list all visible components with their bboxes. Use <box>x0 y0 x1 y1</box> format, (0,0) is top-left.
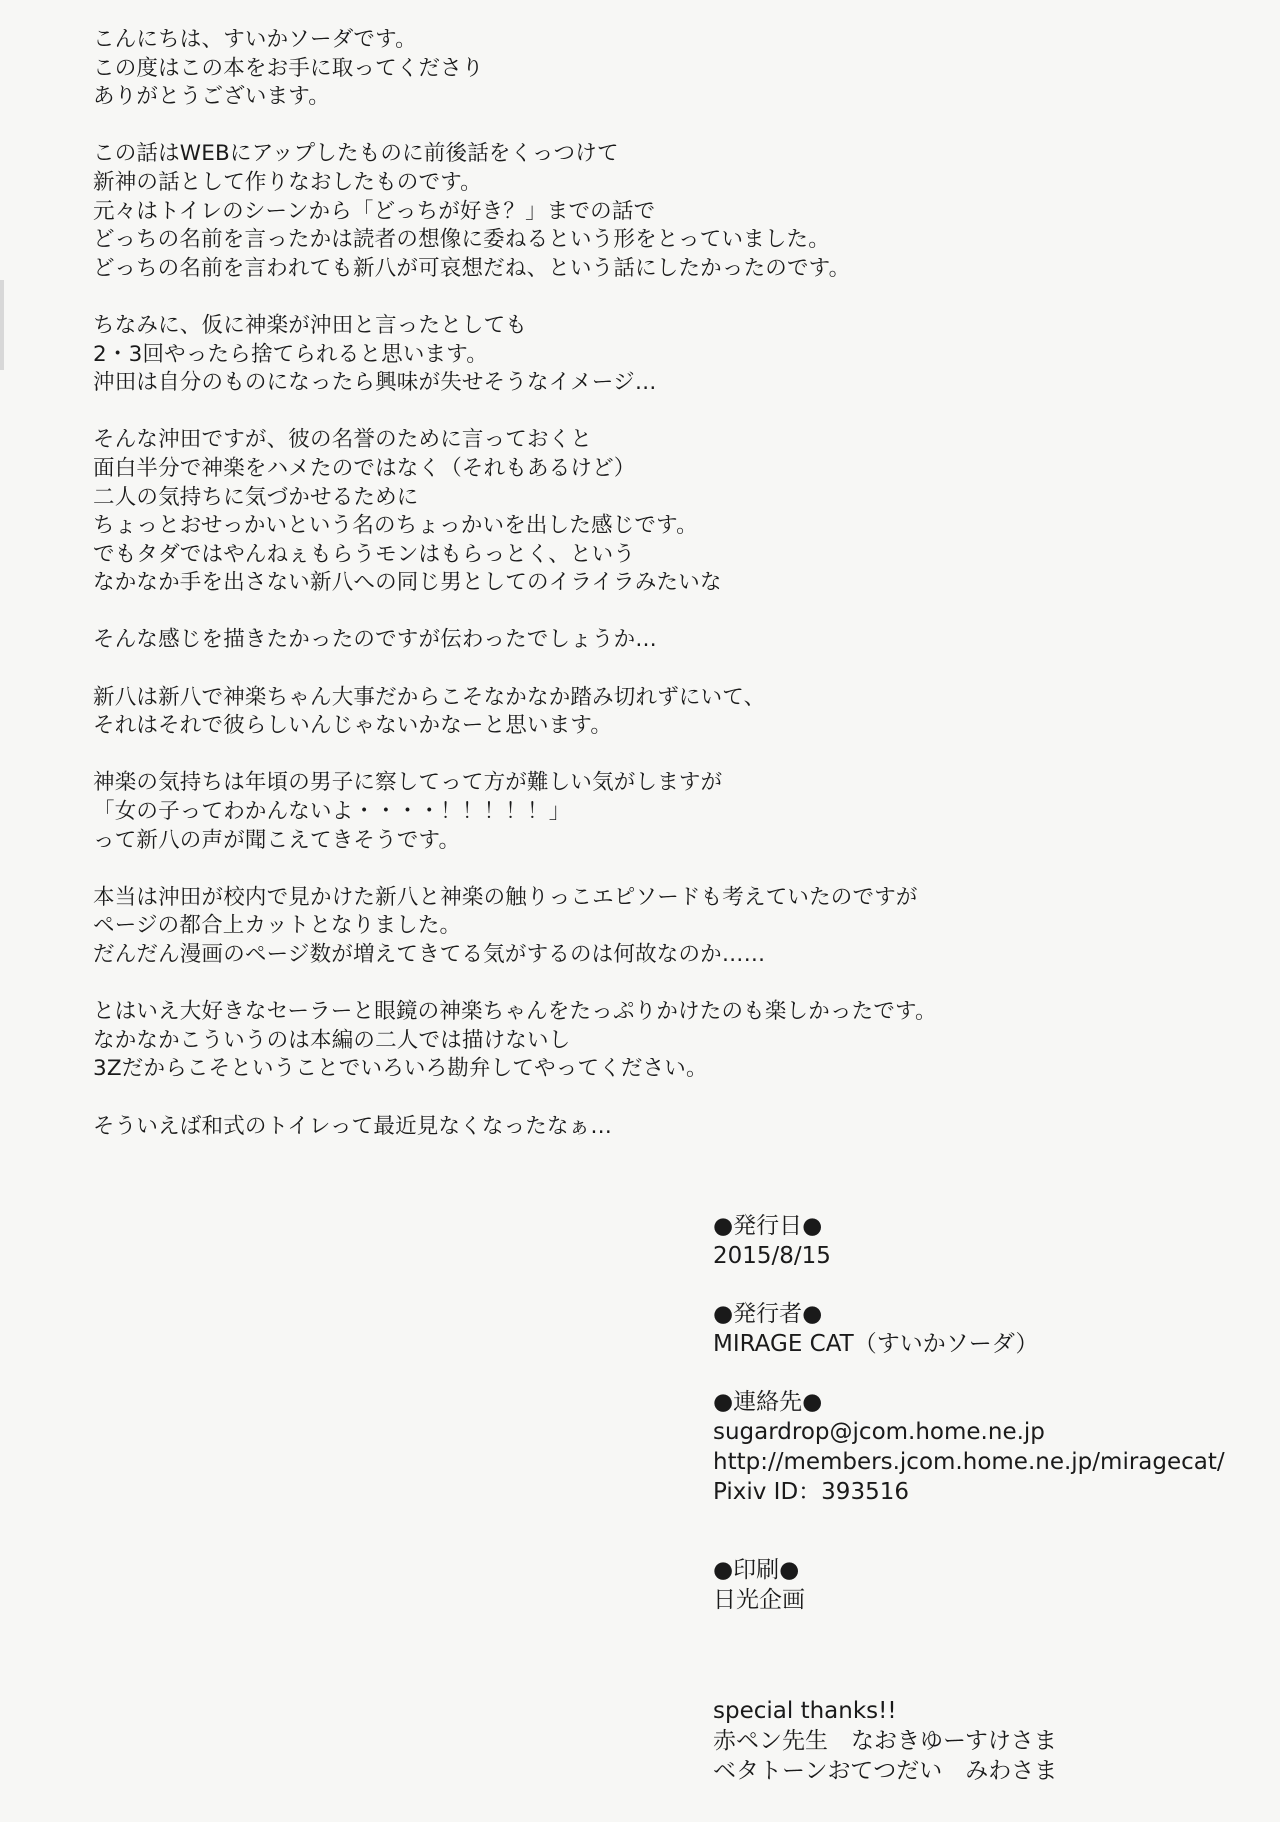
colophon <box>713 1211 1273 1643</box>
paragraph-gap <box>93 283 1243 312</box>
contact-email: sugardrop@jcom.home.ne.jp <box>713 1419 1045 1445</box>
afterword-line: そんな沖田ですが、彼の名誉のために言っておくと <box>93 427 593 453</box>
contact-block <box>713 1387 1273 1507</box>
afterword-line: 新八は新八で神楽ちゃん大事だからこそなかなか踏み切れずにいて、 <box>93 684 766 710</box>
publisher-heading: ●発行者● <box>713 1301 823 1327</box>
afterword-text <box>93 26 1243 1141</box>
thanks-line-1: 赤ペン先生 なおきゆーすけさま <box>713 1728 1057 1754</box>
afterword-line: 二人の気持ちに気づかせるために <box>93 484 419 510</box>
paragraph-gap <box>93 741 1243 770</box>
printing-block <box>713 1555 1273 1615</box>
afterword-line: 2・3回やったら捨てられると思います。 <box>93 341 488 367</box>
afterword-line: 神楽の気持ちは年頃の男子に察してって方が難しい気がしますが <box>93 770 723 796</box>
paragraph-gap <box>93 1084 1243 1113</box>
thanks-line-2: ベタトーンおてつだい みわさま <box>713 1758 1058 1784</box>
afterword-line: 新神の話として作りなおしたものです。 <box>93 169 482 195</box>
special-thanks <box>713 1696 1057 1786</box>
paragraph-gap <box>93 598 1243 627</box>
afterword-line: どっちの名前を言ったかは読者の想像に委ねるという形をとっていました。 <box>93 227 830 253</box>
contact-heading: ●連絡先● <box>713 1389 823 1415</box>
afterword-line: だんだん漫画のページ数が増えてきてる気がするのは何故なのか…… <box>93 942 766 967</box>
afterword-line: ちなみに、仮に神楽が沖田と言ったとしても <box>93 312 528 338</box>
afterword-line: ページの都合上カットとなりました。 <box>93 913 462 939</box>
paragraph-gap <box>93 970 1243 999</box>
afterword-line: 元々はトイレのシーンから「どっちが好き？」までの話で <box>93 198 656 224</box>
afterword-line: この話はWEBにアップしたものに前後話をくっつけて <box>93 141 619 167</box>
page-edge-shadow <box>0 280 4 370</box>
afterword-line: って新八の声が聞こえてきそうです。 <box>93 827 461 853</box>
contact-url: http://members.jcom.home.ne.jp/miragecat/ <box>713 1449 1225 1475</box>
afterword-line: そんな感じを描きたかったのですが伝わったでしょうか… <box>93 627 657 653</box>
afterword-line: そういえば和式のトイレって最近見なくなったなぁ… <box>93 1113 613 1139</box>
afterword-line: 本当は沖田が校内で見かけた新八と神楽の触りっこエピソードも考えていたのですが <box>93 884 918 910</box>
pixiv-id: Pixiv ID：393516 <box>713 1479 909 1505</box>
publisher-block <box>713 1299 1273 1359</box>
printing-heading: ●印刷● <box>713 1557 800 1583</box>
afterword-line: でもタダではやんねぇもらうモンはもらっとく、という <box>93 541 636 567</box>
issue-date: 2015/8/15 <box>713 1243 831 1269</box>
afterword-line: 「女の子ってわかんないよ・・・・！！！！！」 <box>93 799 571 825</box>
afterword-line: この度はこの本をお手に取ってくださり <box>93 55 484 81</box>
printer: 日光企画 <box>713 1587 805 1613</box>
afterword-line: 面白半分で神楽をハメたのではなく（それもあるけど） <box>93 455 636 481</box>
paragraph-gap <box>93 855 1243 884</box>
paragraph-gap <box>93 655 1243 684</box>
afterword-line: ありがとうございます。 <box>93 84 330 110</box>
paragraph-gap <box>93 112 1243 141</box>
issue-date-block <box>713 1211 1273 1271</box>
afterword-line: 3Zだからこそということでいろいろ勘弁してやってください。 <box>93 1056 708 1082</box>
paragraph-gap <box>93 398 1243 427</box>
afterword-line: どっちの名前を言われても新八が可哀想だね、という話にしたかったのです。 <box>93 255 851 281</box>
issue-date-heading: ●発行日● <box>713 1213 823 1239</box>
afterword-line: それはそれで彼らしいんじゃないかなーと思います。 <box>93 713 613 739</box>
afterword-line: 沖田は自分のものになったら興味が失せそうなイメージ… <box>93 370 657 396</box>
thanks-heading: special thanks!! <box>713 1698 897 1724</box>
afterword-line: なかなかこういうのは本編の二人では描けないし <box>93 1027 571 1053</box>
afterword-line: とはいえ大好きなセーラーと眼鏡の神楽ちゃんをたっぷりかけたのも楽しかったです。 <box>93 999 937 1025</box>
publisher: MIRAGE CAT（すいかソーダ） <box>713 1331 1039 1357</box>
afterword-line: こんにちは、すいかソーダです。 <box>93 27 417 52</box>
afterword-line: ちょっとおせっかいという名のちょっかいを出した感じです。 <box>93 513 698 539</box>
afterword-line: なかなか手を出さない新八への同じ男としてのイライラみたいな <box>93 570 722 596</box>
